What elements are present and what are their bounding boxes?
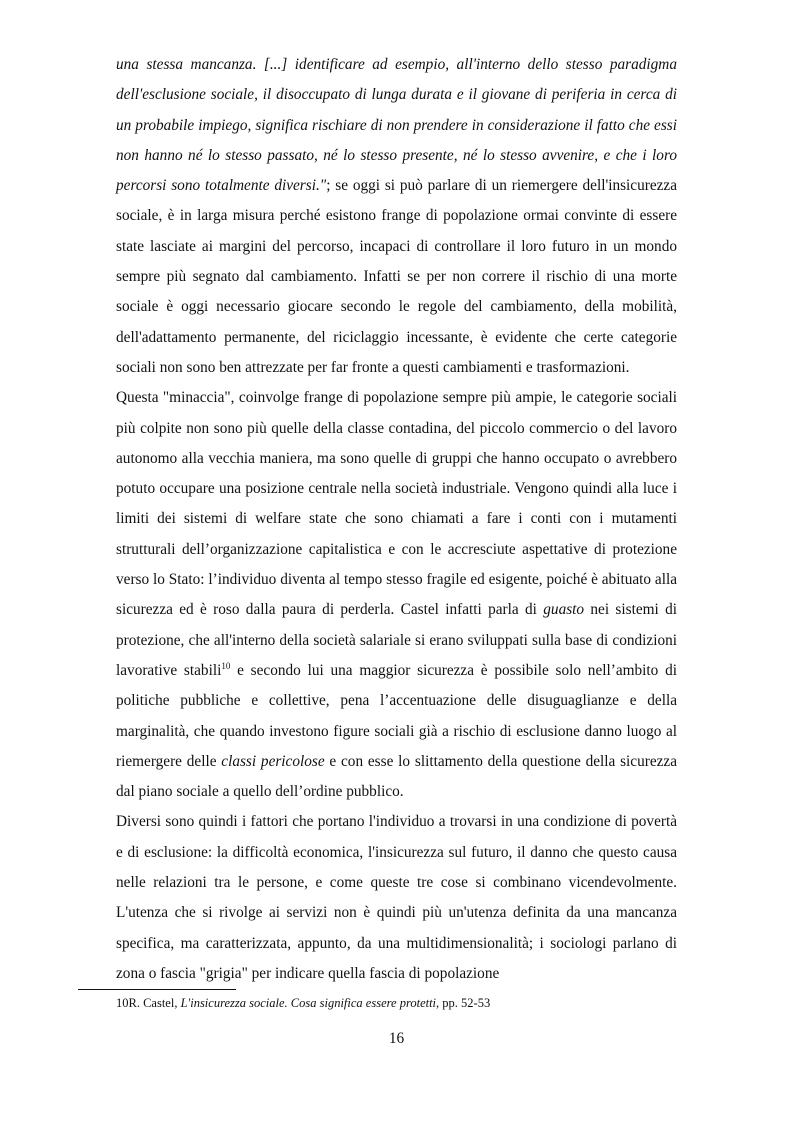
page-number: 16 xyxy=(388,1030,405,1047)
paragraph-text: ; se oggi si può parlare di un riemergere dell'insicurezza sociale, è in larga misura perché esistono frange di popolazione ormai convinte di essere state lasciate ai margini del percorso, incapaci di controllare il loro futuro in un mondo sempre più segnato dal cambiamento. Infatti se per non correre il rischio di una morte sociale è oggi necessario giocare secondo le regole del cambiamento, della mobilità, dell'adattamento permanente, del riciclaggio incessante, è evidente che certe categorie sociali non sono ben attrezzate per far fronte a questi cambiamenti e trasformazioni. xyxy=(116,177,677,376)
paragraph-text: Questa "minaccia", coinvolge frange di popolazione sempre più ampie, le categorie sociali più colpite non sono più quelle della classe contadina, del piccolo commercio o del lavoro autonomo alla vecchia maniera, ma sono quelle di gruppi che hanno occupato o avrebbero potuto occupare una posizione centrale nella società industriale. Vengono quindi alla luce i limiti dei sistemi di welfare state che sono chiamati a fare i conti con i mutamenti strutturali dell’organizzazione capitalistica e con le accresciute aspettative di protezione verso lo Stato: l’individuo diventa al tempo stesso fragile ed esigente, poiché è abituato alla sicurezza ed è roso dalla paura di perderla. Castel infatti parla di xyxy=(116,389,677,619)
footnote-author: R. Castel, xyxy=(128,996,181,1010)
emphasis-guasto: guasto xyxy=(543,601,585,619)
footnote-reference: 10 xyxy=(221,660,231,671)
paragraph-text: e secondo lui una maggior sicurezza è possibile solo nell’ambito di politiche pubbliche e collettive, pena l’accentuazione delle disuguaglianze e della marginalità, che quando investono figure sociali già a rischio di esclusione danno luogo al riemergere delle xyxy=(116,661,677,770)
paragraph-text: nei sistemi di protezione, che all'interno della società salariale si erano sviluppati sulla base di condizioni lavorative stabili xyxy=(116,601,677,679)
emphasis-classi-pericolose: classi pericolose xyxy=(221,752,325,770)
footnote-title: L'insicurezza sociale. Cosa significa essere protetti xyxy=(180,996,437,1010)
paragraph-2 xyxy=(116,383,677,807)
page-body xyxy=(116,50,677,989)
paragraph-text: e con esse lo slittamento della questione della sicurezza dal piano sociale a quello dell’ordine pubblico. xyxy=(116,752,677,801)
footnote-pages: , pp. 52-53 xyxy=(436,996,491,1010)
paragraph-1 xyxy=(116,50,677,383)
paragraph-3 xyxy=(116,807,677,989)
footnote-separator xyxy=(78,989,236,990)
footnote-number: 10 xyxy=(116,996,129,1010)
quoted-text: una stessa mancanza. [...] identificare ad esempio, all'interno dello stesso paradigma dell'esclusione sociale, il disoccupato di lunga durata e il giovane di periferia in cerca di un probabile impiego, significa rischiare di non prendere in considerazione il fatto che essi non hanno né lo stesso passato, né lo stesso presente, né lo stesso avvenire, e che i loro percorsi sono totalmente diversi." xyxy=(116,56,677,195)
paragraph-text: Diversi sono quindi i fattori che portano l'individuo a trovarsi in una condizione di povertà e di esclusione: la difficoltà economica, l'insicurezza sul futuro, il danno che questo causa nelle relazioni tra le persone, e come queste tre cose si combinano vicendevolmente. L'utenza che si rivolge ai servizi non è quindi più un'utenza definita da una mancanza specifica, ma caratterizzata, appunto, da una multidimensionalità; i sociologi parlano di zona o fascia "grigia" per indicare quella fascia di popolazione xyxy=(116,813,677,982)
footnote xyxy=(116,995,716,1011)
